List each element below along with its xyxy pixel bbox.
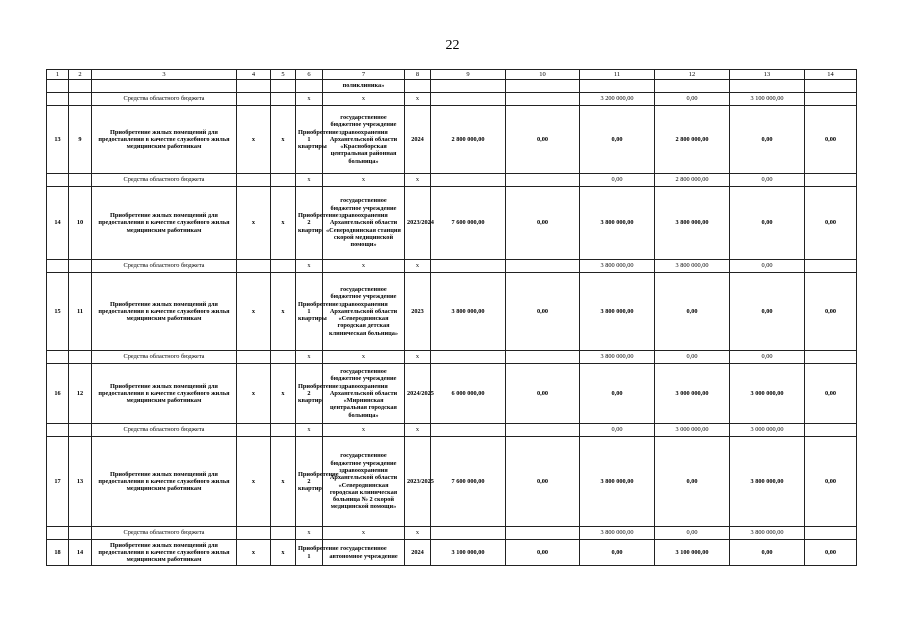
budget-source-row	[47, 260, 857, 273]
row-number: 18	[47, 540, 69, 566]
amount-2024: 0,00	[655, 273, 730, 351]
amount-2025: 0,00	[730, 106, 805, 174]
period-cell: 2023/2024	[405, 187, 431, 260]
empty-cell	[271, 351, 296, 364]
total-amount: 6 000 000,00	[431, 364, 506, 424]
table-row	[47, 106, 857, 174]
empty-cell	[69, 80, 92, 93]
item-number: 12	[69, 364, 92, 424]
item-number: 9	[69, 106, 92, 174]
empty-cell	[506, 174, 580, 187]
cross-mark: х	[296, 424, 323, 437]
empty-cell	[506, 424, 580, 437]
table-row	[47, 273, 857, 351]
table-row	[47, 540, 857, 566]
col4-value: х	[237, 273, 271, 351]
organization-cell: государственное бюджетное учреждение здравоохранения Архангельской области «Северодвинская станция скорой медицинской помощи»	[323, 187, 405, 260]
budget-source-row	[47, 527, 857, 540]
event-name: Приобретение жилых помещений для предоставления в качестве служебного жилья медицинским работникам	[92, 364, 237, 424]
empty-cell	[237, 424, 271, 437]
amount-2025: 3 800 000,00	[730, 527, 805, 540]
empty-cell	[506, 93, 580, 106]
column-header: 5	[271, 70, 296, 80]
amount-col10: 0,00	[506, 273, 580, 351]
organization-cell: поликлиника»	[323, 80, 405, 93]
amount-2023: 3 800 000,00	[580, 187, 655, 260]
amount-col14: 0,00	[805, 437, 857, 527]
amount-2024: 0,00	[655, 437, 730, 527]
amount-2023: 0,00	[580, 364, 655, 424]
empty-cell	[431, 351, 506, 364]
amount-col10: 0,00	[506, 106, 580, 174]
amount-2025: 0,00	[730, 260, 805, 273]
amount-col10: 0,00	[506, 540, 580, 566]
amount-col14: 0,00	[805, 540, 857, 566]
empty-cell	[271, 424, 296, 437]
amount-col14	[805, 174, 857, 187]
organization-cell: государственное бюджетное учреждение здравоохранения Архангельской области «Красноборская центральная районная больница»	[323, 106, 405, 174]
cross-mark: х	[323, 351, 405, 364]
event-name: Приобретение жилых помещений для предоставления в качестве служебного жилья медицинским работникам	[92, 540, 237, 566]
amount-col14	[805, 351, 857, 364]
col4-value: х	[237, 437, 271, 527]
col5-value: х	[271, 106, 296, 174]
cross-mark: х	[296, 527, 323, 540]
result-cell: Приобретение 1 квартиры	[296, 106, 323, 174]
cross-mark: х	[405, 174, 431, 187]
column-header: 14	[805, 70, 857, 80]
cross-mark: х	[323, 424, 405, 437]
item-number: 10	[69, 187, 92, 260]
page-number: 22	[445, 38, 460, 53]
amount-2024: 3 000 000,00	[655, 364, 730, 424]
budget-source-row	[47, 424, 857, 437]
amount-2024: 3 800 000,00	[655, 187, 730, 260]
amount-col14: 0,00	[805, 273, 857, 351]
cross-mark: х	[405, 93, 431, 106]
col4-value: х	[237, 106, 271, 174]
organization-cell: государственное автономное учреждение	[323, 540, 405, 566]
budget-source-label: Средства областного бюджета	[92, 93, 237, 106]
amount-2025: 0,00	[730, 187, 805, 260]
budget-source-row	[47, 351, 857, 364]
amount-2025: 0,00	[730, 174, 805, 187]
empty-cell	[431, 80, 506, 93]
period-cell: 2024/2025	[405, 364, 431, 424]
table-row	[47, 364, 857, 424]
result-cell: Приобретение 2 квартир	[296, 187, 323, 260]
amount-2024: 0,00	[655, 527, 730, 540]
amount-2025: 0,00	[730, 351, 805, 364]
empty-cell	[431, 93, 506, 106]
event-name: Приобретение жилых помещений для предоставления в качестве служебного жилья медицинским работникам	[92, 437, 237, 527]
row-number: 13	[47, 106, 69, 174]
empty-cell	[506, 260, 580, 273]
event-name: Приобретение жилых помещений для предоставления в качестве служебного жилья медицинским работникам	[92, 273, 237, 351]
empty-cell	[237, 260, 271, 273]
header-row	[47, 70, 857, 80]
amount-2023: 3 800 000,00	[580, 527, 655, 540]
empty-cell	[730, 80, 805, 93]
amount-col10: 0,00	[506, 187, 580, 260]
amount-2023: 0,00	[580, 106, 655, 174]
amount-2024: 0,00	[655, 93, 730, 106]
column-header: 3	[92, 70, 237, 80]
organization-cell: государственное бюджетное учреждение здравоохранения Архангельской области «Мирнинская центральная городская больница»	[323, 364, 405, 424]
budget-source-label: Средства областного бюджета	[92, 351, 237, 364]
col4-value: х	[237, 540, 271, 566]
col5-value: х	[271, 364, 296, 424]
cross-mark: х	[296, 93, 323, 106]
col5-value: х	[271, 187, 296, 260]
column-header: 7	[323, 70, 405, 80]
cross-mark: х	[296, 260, 323, 273]
empty-cell	[271, 527, 296, 540]
item-number: 14	[69, 540, 92, 566]
empty-cell	[296, 80, 323, 93]
empty-cell	[431, 174, 506, 187]
item-number: 13	[69, 437, 92, 527]
amount-2024: 3 100 000,00	[655, 540, 730, 566]
period-cell: 2023	[405, 273, 431, 351]
empty-cell	[271, 174, 296, 187]
empty-cell	[506, 351, 580, 364]
amount-2024: 2 800 000,00	[655, 106, 730, 174]
col5-value: х	[271, 437, 296, 527]
amount-col14: 0,00	[805, 106, 857, 174]
amount-col14	[805, 424, 857, 437]
cross-mark: х	[405, 424, 431, 437]
budget-source-label: Средства областного бюджета	[92, 527, 237, 540]
empty-cell	[47, 527, 69, 540]
amount-2025: 3 800 000,00	[730, 437, 805, 527]
amount-2025: 0,00	[730, 540, 805, 566]
amount-2023: 0,00	[580, 424, 655, 437]
column-header: 1	[47, 70, 69, 80]
amount-2023: 3 800 000,00	[580, 260, 655, 273]
total-amount: 2 800 000,00	[431, 106, 506, 174]
empty-cell	[237, 80, 271, 93]
empty-cell	[47, 93, 69, 106]
empty-cell	[69, 527, 92, 540]
empty-cell	[805, 80, 857, 93]
amount-2024: 2 800 000,00	[655, 174, 730, 187]
cross-mark: х	[323, 527, 405, 540]
empty-cell	[271, 93, 296, 106]
budget-source-row	[47, 174, 857, 187]
empty-cell	[580, 80, 655, 93]
cross-mark: х	[405, 260, 431, 273]
amount-2025: 0,00	[730, 273, 805, 351]
event-name: Приобретение жилых помещений для предоставления в качестве служебного жилья медицинским работникам	[92, 187, 237, 260]
amount-2025: 3 000 000,00	[730, 424, 805, 437]
item-number: 11	[69, 273, 92, 351]
empty-cell	[69, 351, 92, 364]
table-row	[47, 187, 857, 260]
column-header: 13	[730, 70, 805, 80]
column-header: 9	[431, 70, 506, 80]
organization-cell: государственное бюджетное учреждение здравоохранения Архангельской области «Северодвинская городская детская клиническая больница»	[323, 273, 405, 351]
organization-cell: государственное бюджетное учреждение здравоохранения Архангельской области «Северодвинская городская клиническая больница № 2 скорой медицинской помощи»	[323, 437, 405, 527]
cross-mark: х	[323, 174, 405, 187]
empty-cell	[69, 424, 92, 437]
result-cell: Приобретение 1	[296, 540, 323, 566]
amount-col14: 0,00	[805, 187, 857, 260]
row-number: 14	[47, 187, 69, 260]
col4-value: х	[237, 364, 271, 424]
cross-mark: х	[296, 174, 323, 187]
result-cell: Приобретение 1 квартиры	[296, 273, 323, 351]
cross-mark: х	[296, 351, 323, 364]
total-amount: 3 800 000,00	[431, 273, 506, 351]
total-amount: 3 100 000,00	[431, 540, 506, 566]
amount-2025: 3 000 000,00	[730, 364, 805, 424]
period-cell: 2023/2025	[405, 437, 431, 527]
amount-2023: 3 200 000,00	[580, 93, 655, 106]
col5-value: х	[271, 273, 296, 351]
empty-cell	[237, 93, 271, 106]
amount-2025: 3 100 000,00	[730, 93, 805, 106]
empty-cell	[92, 80, 237, 93]
empty-cell	[69, 260, 92, 273]
budget-source-label: Средства областного бюджета	[92, 260, 237, 273]
row-number: 16	[47, 364, 69, 424]
empty-cell	[506, 527, 580, 540]
column-header: 4	[237, 70, 271, 80]
col5-value: х	[271, 540, 296, 566]
row-number: 17	[47, 437, 69, 527]
period-cell: 2024	[405, 106, 431, 174]
budget-source-row	[47, 93, 857, 106]
col4-value: х	[237, 187, 271, 260]
empty-cell	[431, 527, 506, 540]
event-name: Приобретение жилых помещений для предоставления в качестве служебного жилья медицинским работникам	[92, 106, 237, 174]
period-cell: 2024	[405, 540, 431, 566]
empty-cell	[431, 424, 506, 437]
amount-2024: 3 000 000,00	[655, 424, 730, 437]
amount-2023: 0,00	[580, 174, 655, 187]
empty-cell	[47, 424, 69, 437]
amount-col10: 0,00	[506, 437, 580, 527]
cross-mark: х	[323, 260, 405, 273]
column-header: 11	[580, 70, 655, 80]
empty-cell	[237, 351, 271, 364]
amount-2024: 3 800 000,00	[655, 260, 730, 273]
empty-cell	[431, 260, 506, 273]
result-cell: Приобретение 2 квартир	[296, 364, 323, 424]
empty-cell	[237, 174, 271, 187]
table-row	[47, 437, 857, 527]
empty-cell	[47, 80, 69, 93]
empty-cell	[655, 80, 730, 93]
total-amount: 7 600 000,00	[431, 437, 506, 527]
empty-cell	[405, 80, 431, 93]
row-number: 15	[47, 273, 69, 351]
cross-mark: х	[405, 351, 431, 364]
column-header: 8	[405, 70, 431, 80]
amount-2023: 3 800 000,00	[580, 351, 655, 364]
column-header: 12	[655, 70, 730, 80]
empty-cell	[47, 260, 69, 273]
amount-2023: 3 800 000,00	[580, 273, 655, 351]
column-header: 10	[506, 70, 580, 80]
amount-2023: 0,00	[580, 540, 655, 566]
empty-cell	[47, 174, 69, 187]
empty-cell	[271, 260, 296, 273]
program-table	[46, 69, 857, 566]
empty-cell	[506, 80, 580, 93]
empty-cell	[237, 527, 271, 540]
result-cell: Приобретение 2 квартир	[296, 437, 323, 527]
amount-2024: 0,00	[655, 351, 730, 364]
budget-source-label: Средства областного бюджета	[92, 424, 237, 437]
continuation-row	[47, 80, 857, 93]
cross-mark: х	[323, 93, 405, 106]
empty-cell	[69, 174, 92, 187]
empty-cell	[47, 351, 69, 364]
column-header: 2	[69, 70, 92, 80]
cross-mark: х	[405, 527, 431, 540]
total-amount: 7 600 000,00	[431, 187, 506, 260]
amount-col10: 0,00	[506, 364, 580, 424]
empty-cell	[271, 80, 296, 93]
empty-cell	[69, 93, 92, 106]
column-header: 6	[296, 70, 323, 80]
amount-col14	[805, 260, 857, 273]
budget-source-label: Средства областного бюджета	[92, 174, 237, 187]
amount-col14	[805, 93, 857, 106]
amount-col14: 0,00	[805, 364, 857, 424]
amount-2023: 3 800 000,00	[580, 437, 655, 527]
amount-col14	[805, 527, 857, 540]
